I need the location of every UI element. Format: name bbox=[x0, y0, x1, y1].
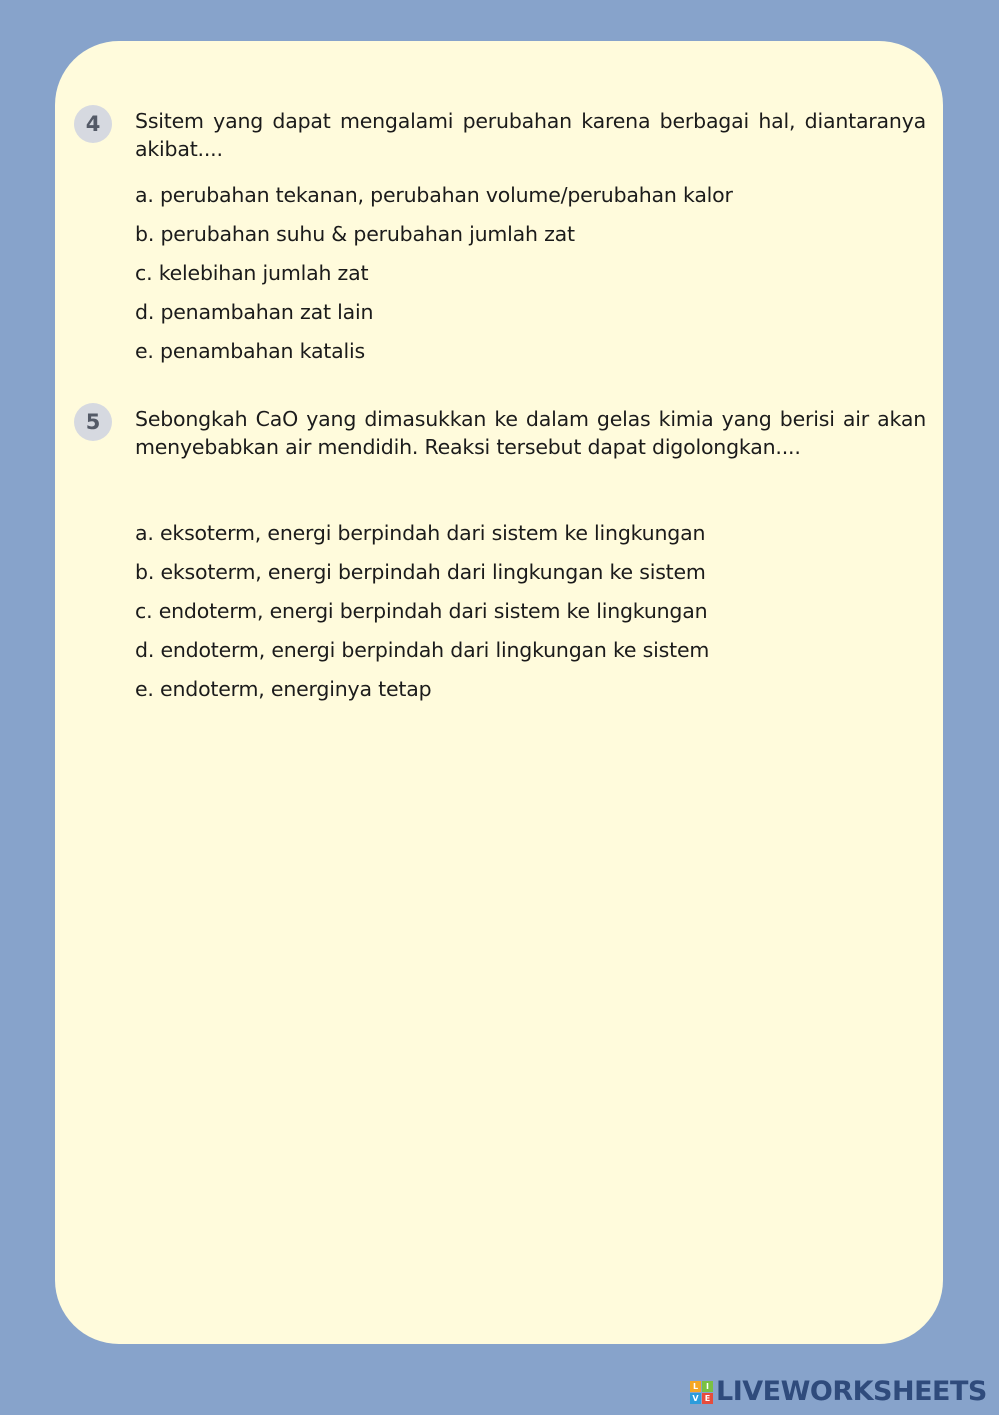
option-a[interactable]: a. perubahan tekanan, perubahan volume/perubahan kalor bbox=[135, 183, 733, 207]
option-e[interactable]: e. endoterm, energinya tetap bbox=[135, 677, 432, 701]
logo-mark-letter: V bbox=[690, 1393, 701, 1404]
liveworksheets-logo bbox=[690, 1375, 987, 1409]
logo-mark-letter: E bbox=[702, 1393, 713, 1404]
answer-options bbox=[135, 514, 926, 709]
worksheet-card bbox=[55, 41, 943, 1344]
answer-options bbox=[135, 176, 926, 371]
option-a[interactable]: a. eksoterm, energi berpindah dari sistem ke lingkungan bbox=[135, 521, 706, 545]
option-c[interactable]: c. endoterm, energi berpindah dari sistem ke lingkungan bbox=[135, 599, 708, 623]
option-d[interactable]: d. endoterm, energi berpindah dari lingkungan ke sistem bbox=[135, 638, 710, 662]
logo-mark-letter: I bbox=[702, 1381, 713, 1392]
option-c[interactable]: c. kelebihan jumlah zat bbox=[135, 261, 369, 285]
liveworksheets-logo-icon bbox=[690, 1381, 713, 1404]
question-text: Sebongkah CaO yang dimasukkan ke dalam gelas kimia yang berisi air akan menyebabkan air mendidih. Reaksi tersebut dapat digolongkan.... bbox=[135, 407, 926, 459]
logo-wordmark: LIVEWORKSHEETS bbox=[716, 1376, 987, 1407]
question-number-badge: 5 bbox=[74, 403, 112, 441]
question-number-badge: 4 bbox=[74, 105, 112, 143]
option-d[interactable]: d. penambahan zat lain bbox=[135, 300, 374, 324]
option-b[interactable]: b. perubahan suhu & perubahan jumlah zat bbox=[135, 222, 575, 246]
option-e[interactable]: e. penambahan katalis bbox=[135, 339, 365, 363]
logo-mark-letter: L bbox=[690, 1381, 701, 1392]
question-text: Ssitem yang dapat mengalami perubahan karena berbagai hal, diantaranya akibat.... bbox=[135, 109, 926, 161]
option-b[interactable]: b. eksoterm, energi berpindah dari lingkungan ke sistem bbox=[135, 560, 706, 584]
